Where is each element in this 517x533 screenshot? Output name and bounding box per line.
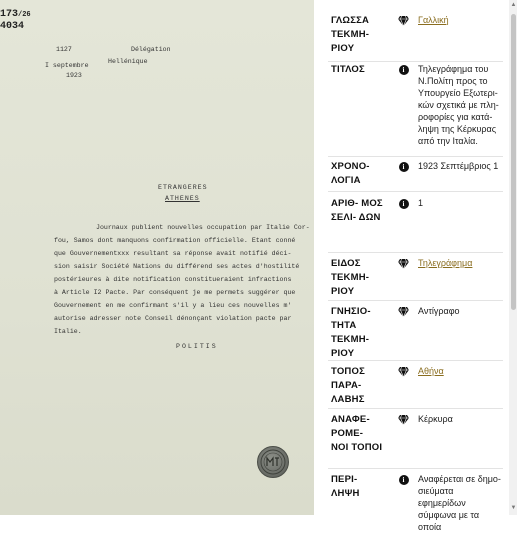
metadata-label: ΤΟΠΟΣ ΠΑΡΑ- ΛΑΒΗΣ <box>331 366 365 405</box>
metadata-value-link[interactable]: Αθήνα <box>418 366 444 376</box>
body-line: autorise adresser note Conseil dénonçant violation pacte par <box>54 315 292 322</box>
body-line: postérieures à dite notification constitueraient infractions <box>54 276 292 283</box>
address-line-1: ETRANGERES <box>158 184 208 191</box>
metadata-panel[interactable] <box>314 0 517 532</box>
metadata-row-pages <box>328 197 503 253</box>
metadata-value: 1923 Σεπτέμβριος 1 <box>418 161 499 171</box>
metadata-row-document-type <box>328 257 503 301</box>
metadata-row-language <box>328 14 503 62</box>
body-line: à Article I2 Pacte. Par conséquent je me permets suggérer que <box>54 289 296 296</box>
metadata-value-link[interactable]: Τηλεγράφημα <box>418 258 473 268</box>
archive-stamp-number: $173^{/26}$ 4034 <box>0 9 31 32</box>
metadata-label: ΑΡΙΘ- ΜΟΣ ΣΕΛΙ- ΔΩΝ <box>331 198 383 223</box>
body-line: Gouvernement en me confirmant s'il y a lieu ces nouvelles m' <box>54 302 292 309</box>
body-line: Italie. <box>54 328 82 335</box>
reference-number: 1127 <box>56 46 72 53</box>
metadata-label: ΑΝΑΦΕ- ΡΟΜΕ- ΝΟΙ ΤΟΠΟΙ <box>331 414 383 453</box>
info-icon: i <box>398 64 409 75</box>
metadata-row-referenced-places <box>328 413 503 469</box>
metadata-label: ΠΕΡΙ- ΛΗΨΗ <box>331 474 360 499</box>
gem-icon <box>398 366 409 377</box>
info-icon: i <box>398 198 409 209</box>
document-year: 1923 <box>66 72 82 79</box>
metadata-value: Κέρκυρα <box>418 414 453 424</box>
body-line: fou, Samos dont manquons confirmation officielle. Etant conné <box>54 237 296 244</box>
metadata-value: Αντίγραφο <box>418 306 460 316</box>
document-date: I septembre <box>45 62 89 69</box>
body-line: que Gouvernementxxx resultant sa réponse avait notifié déci- <box>54 250 292 257</box>
scrollbar-thumb[interactable] <box>511 14 516 310</box>
metadata-row-receipt-place <box>328 365 503 409</box>
telegram-body <box>54 221 312 338</box>
metadata-label: ΓΝΗΣΙΟ- ΤΗΤΑ ΤΕΚΜΗ- ΡΙΟΥ <box>331 306 371 359</box>
metadata-label: ΓΛΩΣΣΑ ΤΕΚΜΗ- ΡΙΟΥ <box>331 15 370 54</box>
metadata-value: Αναφέρεται σε δημο- σιεύματα εφημερίδων σύμφωνα με τα οποία <box>418 474 501 532</box>
info-icon: i <box>398 161 409 172</box>
delegation-heading: Délégation <box>131 46 171 53</box>
body-line: sion saisir Société Nations du différend ses actes d'hostilité <box>54 263 300 270</box>
address-line-2: ATHENES <box>165 195 200 202</box>
metadata-row-title <box>328 63 503 157</box>
metadata-value-link[interactable]: Γαλλική <box>418 15 449 25</box>
archive-seal-logo <box>257 446 289 478</box>
metadata-value: Τηλεγράφημα του Ν.Πολίτη προς το Υπουργείο Εξωτερι- κών σχετικά με πλη- ροφορίες για κατά- ληψη της Κέρκυρας από την Ιταλία. <box>418 64 499 146</box>
metadata-label: ΕΙΔΟΣ ΤΕΚΜΗ- ΡΙΟΥ <box>331 258 370 297</box>
hellenique-heading: Hellénique <box>108 58 148 65</box>
metadata-label: ΧΡΟΝΟ- ΛΟΓΙΑ <box>331 161 370 186</box>
gem-icon <box>398 306 409 317</box>
scroll-down-arrow-icon[interactable]: ▼ <box>510 505 517 511</box>
metadata-row-authenticity <box>328 305 503 361</box>
scroll-up-arrow-icon[interactable]: ▲ <box>510 2 517 8</box>
metadata-row-summary <box>328 473 503 533</box>
metadata-value: 1 <box>418 198 424 208</box>
metadata-row-chronology <box>328 160 503 192</box>
body-line: Journaux publient nouvelles occupation par Italie Cor- <box>96 224 310 231</box>
signature: POLITIS <box>176 343 218 350</box>
gem-icon <box>398 258 409 269</box>
gem-icon <box>398 15 409 26</box>
info-icon: i <box>398 474 409 485</box>
gem-icon <box>398 414 409 425</box>
metadata-label: ΤΙΤΛΟΣ <box>331 64 365 75</box>
